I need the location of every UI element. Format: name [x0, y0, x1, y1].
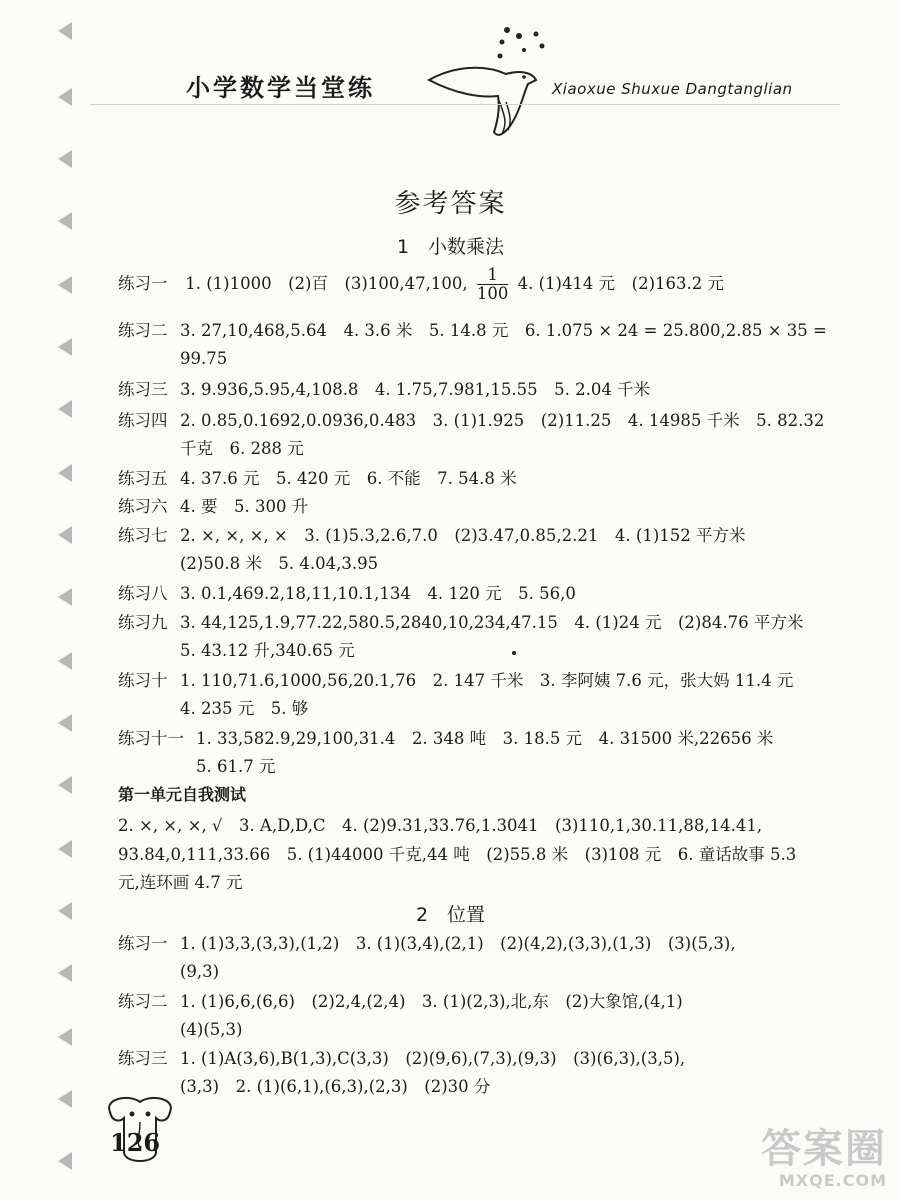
exercise-label: 练习七 — [118, 526, 168, 545]
watermark-logo-text: 答案圈 — [761, 1126, 887, 1172]
margin-arrow-icon — [58, 1090, 72, 1108]
margin-arrow-icon — [58, 964, 72, 982]
answer-text: 1. 33,582.9,29,100,31.4 2. 348 吨 3. 18.5 元 4. 31500 米,22656 米 — [196, 729, 774, 748]
answer-text: (4)(5,3) — [180, 1020, 243, 1039]
answer-text: 1. 110,71.6,1000,56,20.1,76 2. 147 千米 3. 李阿姨 7.6 元，张大妈 11.4 元 — [180, 671, 794, 690]
exercise-label: 练习二 — [118, 992, 168, 1011]
watermark — [761, 1127, 887, 1190]
answer-text: 1. (1)6,6,(6,6) (2)2,4,(2,4) 3. (1)(2,3),北,东 (2)大象馆,(4,1) — [180, 992, 683, 1011]
exercise-label: 练习一 — [118, 934, 168, 953]
answer-text: 1. (1)1000 (2)百 (3)100,47,100, — [185, 274, 468, 293]
answer-text: 1. (1)A(3,6),B(1,3),C(3,3) (2)(9,6),(7,3),(9,3) (3)(6,3),(3,5), — [180, 1049, 686, 1068]
answer-text: (3,3) 2. (1)(6,1),(6,3),(2,3) (2)30 分 — [180, 1077, 491, 1096]
book-title-cn: 小学数学当堂练 — [186, 74, 375, 102]
answer-text: 2. ×, ×, ×, × 3. (1)5.3,2.6,7.0 (2)3.47,0.85,2.21 4. (1)152 平方米 — [180, 526, 746, 545]
margin-arrow-icon — [58, 464, 72, 482]
answer-text: 5. 43.12 升,340.65 元 — [180, 641, 355, 660]
answer-text: (9,3) — [180, 962, 220, 981]
exercise-label: 练习三 — [118, 380, 168, 399]
margin-arrow-icon — [58, 400, 72, 418]
exercise-label: 练习五 — [118, 469, 168, 488]
margin-arrow-icon — [58, 714, 72, 732]
margin-arrow-icon — [58, 776, 72, 794]
answer-text: 元,连环画 4.7 元 — [118, 873, 243, 892]
answer-text: 4. 235 元 5. 够 — [180, 699, 309, 718]
answer-text: 1. (1)3,3,(3,3),(1,2) 3. (1)(3,4),(2,1) (2)(4,2),(3,3),(1,3) (3)(5,3), — [180, 934, 736, 953]
answer-text: 4. (1)414 元 (2)163.2 元 — [517, 274, 725, 293]
exercise-label: 练习三 — [118, 1049, 168, 1068]
answer-text: 4. 要 5. 300 升 — [180, 497, 309, 516]
answer-text: 2. ×, ×, ×, √ 3. A,D,D,C 4. (2)9.31,33.76,1.3041 (3)110,1,30.11,88,14.41, — [118, 816, 763, 835]
answer-text: 93.84,0,111,33.66 5. (1)44000 千克,44 吨 (2)55.8 米 (3)108 元 6. 童话故事 5.3 — [118, 845, 797, 864]
answer-text: 2. 0.85,0.1692,0.0936,0.483 3. (1)1.925 (2)11.25 4. 14985 千米 5. 82.32 — [180, 411, 825, 430]
margin-arrow-icon — [58, 1028, 72, 1046]
exercise-label: 练习八 — [118, 584, 168, 603]
exercise-label: 练习九 — [118, 613, 168, 632]
header-divider — [90, 104, 840, 105]
margin-arrow-icon — [58, 526, 72, 544]
margin-arrow-icon — [58, 338, 72, 356]
exercise-label: 练习六 — [118, 497, 168, 516]
fraction-denominator: 100 — [476, 284, 509, 303]
margin-arrow-decoration — [58, 0, 84, 1200]
answer-text: 99.75 — [180, 349, 228, 368]
fraction — [477, 266, 509, 303]
section-title: 1 小数乘法 — [396, 236, 505, 258]
answer-text: 3. 44,125,1.9,77.22,580.5,2840,10,234,47.15 4. (1)24 元 (2)84.76 平方米 — [180, 613, 804, 632]
margin-arrow-icon — [58, 88, 72, 106]
fraction-numerator: 1 — [477, 266, 509, 285]
exercise-label: 练习四 — [118, 411, 168, 430]
margin-arrow-icon — [58, 588, 72, 606]
ink-dot — [512, 651, 516, 655]
exercise-label: 练习十一 — [118, 729, 184, 748]
answer-text: 5. 61.7 元 — [196, 757, 276, 776]
exercise-label: 练习一 — [118, 274, 168, 293]
unit-test-title: 第一单元自我测试 — [118, 785, 247, 804]
margin-arrow-icon — [58, 1152, 72, 1170]
margin-arrow-icon — [58, 22, 72, 40]
page-title: 参考答案 — [394, 189, 507, 219]
margin-arrow-icon — [58, 150, 72, 168]
answer-row — [118, 373, 650, 407]
answer-text: 3. 27,10,468,5.64 4. 3.6 米 5. 14.8 元 6. 1.075 × 24 = 25.800,2.85 × 35 = — [180, 321, 827, 340]
exercise-label: 练习十 — [118, 671, 168, 690]
answer-text: (2)50.8 米 5. 4.04,3.95 — [180, 554, 379, 573]
margin-arrow-icon — [58, 652, 72, 670]
watermark-url: MXQE.COM — [778, 1171, 887, 1190]
page-number: 126 — [110, 1128, 161, 1157]
answer-row — [118, 266, 724, 303]
section-title: 2 位置 — [415, 904, 486, 926]
exercise-label: 练习二 — [118, 321, 168, 340]
margin-arrow-icon — [58, 276, 72, 294]
margin-arrow-icon — [58, 840, 72, 858]
book-title-en: Xiaoxue Shuxue Dangtanglian — [552, 80, 793, 98]
dove-icon — [424, 22, 554, 152]
answer-text: 4. 37.6 元 5. 420 元 6. 不能 7. 54.8 米 — [180, 469, 517, 488]
answer-text: 千克 6. 288 元 — [180, 439, 304, 458]
answer-text: 3. 0.1,469.2,18,11,10.1,134 4. 120 元 5. 56,0 — [180, 584, 576, 603]
answer-text: 3. 9.936,5.95,4,108.8 4. 1.75,7.981,15.55 5. 2.04 千米 — [180, 380, 651, 399]
